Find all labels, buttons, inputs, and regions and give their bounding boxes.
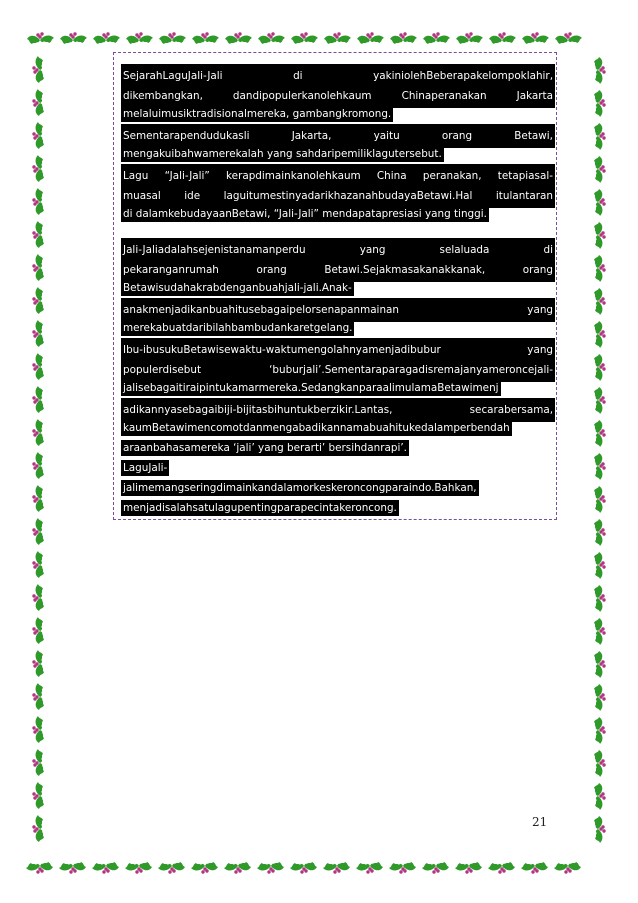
holly-sprig (257, 862, 284, 874)
holly-sprig (594, 222, 606, 249)
holly-sprig (224, 862, 251, 874)
holly-sprig (32, 287, 44, 314)
holly-sprig (554, 862, 581, 874)
holly-sprig (32, 518, 44, 545)
holly-sprig (455, 862, 482, 874)
holly-sprig (32, 386, 44, 413)
holly-sprig (158, 862, 185, 874)
holly-sprig (93, 32, 120, 44)
holly-sprig (594, 585, 606, 612)
holly-sprig (32, 617, 44, 644)
holly-sprig (594, 717, 606, 744)
paragraph-1 (121, 64, 555, 224)
holly-sprig (594, 255, 606, 282)
holly-sprig (32, 782, 44, 809)
holly-sprig (489, 32, 516, 44)
holly-sprig (32, 650, 44, 677)
holly-sprig (27, 32, 54, 44)
text-line: adikannyasebagaibiji-bijitasbihuntukberzikir.Lantas, secarabersama, (121, 398, 555, 418)
holly-sprig (32, 683, 44, 710)
holly-sprig (594, 354, 606, 381)
holly-sprig (32, 749, 44, 776)
holly-sprig (594, 552, 606, 579)
holly-sprig (423, 32, 450, 44)
text-line: pekaranganrumah orang Betawi.Sejakmasakanakkanak, orang (121, 258, 555, 278)
text-line: Sementarapendudukasli Jakarta, yaitu orang Betawi, (121, 124, 555, 144)
holly-sprig (159, 32, 186, 44)
holly-sprig (389, 862, 416, 874)
holly-sprig (32, 815, 44, 842)
holly-sprig (258, 32, 285, 44)
holly-sprig (32, 89, 44, 116)
text-line: Lagu “Jali-Jali” kerapdimainkanolehkaum China peranakan, tetapiasal- (121, 164, 555, 184)
text-line: LaguJali- (123, 462, 168, 474)
holly-sprig (192, 32, 219, 44)
holly-sprig (594, 816, 606, 843)
holly-sprig (594, 486, 606, 513)
holly-sprig (32, 419, 44, 446)
holly-sprig (356, 862, 383, 874)
holly-sprig (594, 123, 606, 150)
text-line: araanbahasamereka ‘jali’ yang berarti’ bersihdanrapi’. (123, 442, 407, 454)
holly-sprig (594, 156, 606, 183)
holly-sprig (32, 551, 44, 578)
text-line: mengakuibahwamerekalah yang sahdaripemiliklagutersebut. (123, 148, 442, 160)
holly-sprig (125, 862, 152, 874)
text-line: Betawisudahakrabdenganbuahjali-jali.Anak- (123, 282, 352, 294)
text-line: dikembangkan, dandipopulerkanolehkaum Chinaperanakan Jakarta (121, 84, 555, 104)
holly-sprig (594, 387, 606, 414)
holly-sprig (594, 519, 606, 546)
text-line: melaluimusiktradisionalmereka, gambangkromong. (123, 108, 392, 120)
holly-sprig (594, 651, 606, 678)
holly-sprig (594, 321, 606, 348)
holly-sprig (32, 485, 44, 512)
holly-sprig (59, 862, 86, 874)
holly-sprig (323, 862, 350, 874)
text-line: kaumBetawimencomotdanmengabadikannamabuahitukedalamperbendah (123, 422, 510, 434)
text-line: menjadisalahsatulagupentingparapecintakeroncong. (123, 502, 397, 514)
holly-sprig (92, 862, 119, 874)
holly-sprig (32, 155, 44, 182)
holly-sprig (324, 32, 351, 44)
holly-sprig (521, 862, 548, 874)
holly-sprig (594, 288, 606, 315)
text-line: di dalamkebudayaanBetawi, “Jali-Jali” mendapatapresiasi yang tinggi. (123, 208, 487, 220)
text-line: jalimemangseringdimainkandalamorkeskeroncongparaindo.Bahkan, (123, 482, 477, 494)
holly-sprig (357, 32, 384, 44)
holly-sprig (191, 862, 218, 874)
page-number: 21 (532, 815, 548, 829)
holly-sprig (390, 32, 417, 44)
holly-sprig (488, 862, 515, 874)
holly-sprig (594, 618, 606, 645)
holly-sprig (594, 453, 606, 480)
holly-sprig (32, 221, 44, 248)
text-line: jalisebagaitiraipintukamarmereka.SedangkanparaalimulamaBetawimenj (123, 382, 499, 394)
holly-sprig (32, 452, 44, 479)
text-line: muasal ide laguitumestinyadarikhazanahbudayaBetawi.Hal itulantaran (121, 184, 555, 204)
holly-sprig (32, 56, 44, 83)
holly-sprig (32, 353, 44, 380)
holly-sprig (290, 862, 317, 874)
holly-sprig (126, 32, 153, 44)
holly-sprig (291, 32, 318, 44)
holly-sprig (26, 862, 53, 874)
paragraph-2 (121, 238, 555, 518)
holly-sprig (594, 420, 606, 447)
holly-sprig (32, 188, 44, 215)
holly-sprig (594, 57, 606, 84)
holly-sprig (32, 254, 44, 281)
holly-sprig (594, 684, 606, 711)
holly-sprig (32, 584, 44, 611)
holly-sprig (594, 189, 606, 216)
holly-sprig (32, 320, 44, 347)
holly-sprig (422, 862, 449, 874)
text-line: Ibu-ibusukuBetawisewaktu-waktumengolahnyamenjadibubur yang (121, 338, 555, 358)
holly-sprig (594, 90, 606, 117)
holly-sprig (456, 32, 483, 44)
holly-sprig (594, 783, 606, 810)
text-line: merekabuatdaribilahbambudankaretgelang. (123, 322, 353, 334)
text-line: SejarahLaguJali-Jali di yakiniolehBeberapakelompoklahir, (121, 64, 555, 84)
holly-sprig (594, 750, 606, 777)
holly-sprig (32, 122, 44, 149)
holly-sprig (225, 32, 252, 44)
text-line: populerdisebut ‘buburjali’.Sementaraparagadisremajanyameroncejali- (121, 358, 555, 378)
text-line: Jali-Jaliadalahsejenistanamanperdu yang selaluada di (121, 238, 555, 258)
holly-sprig (522, 32, 549, 44)
holly-sprig (60, 32, 87, 44)
holly-sprig (555, 32, 582, 44)
document-body (121, 64, 555, 518)
holly-sprig (32, 716, 44, 743)
text-line: anakmenjadikanbuahitusebagaipelorsenapanmainan yang (121, 298, 555, 318)
